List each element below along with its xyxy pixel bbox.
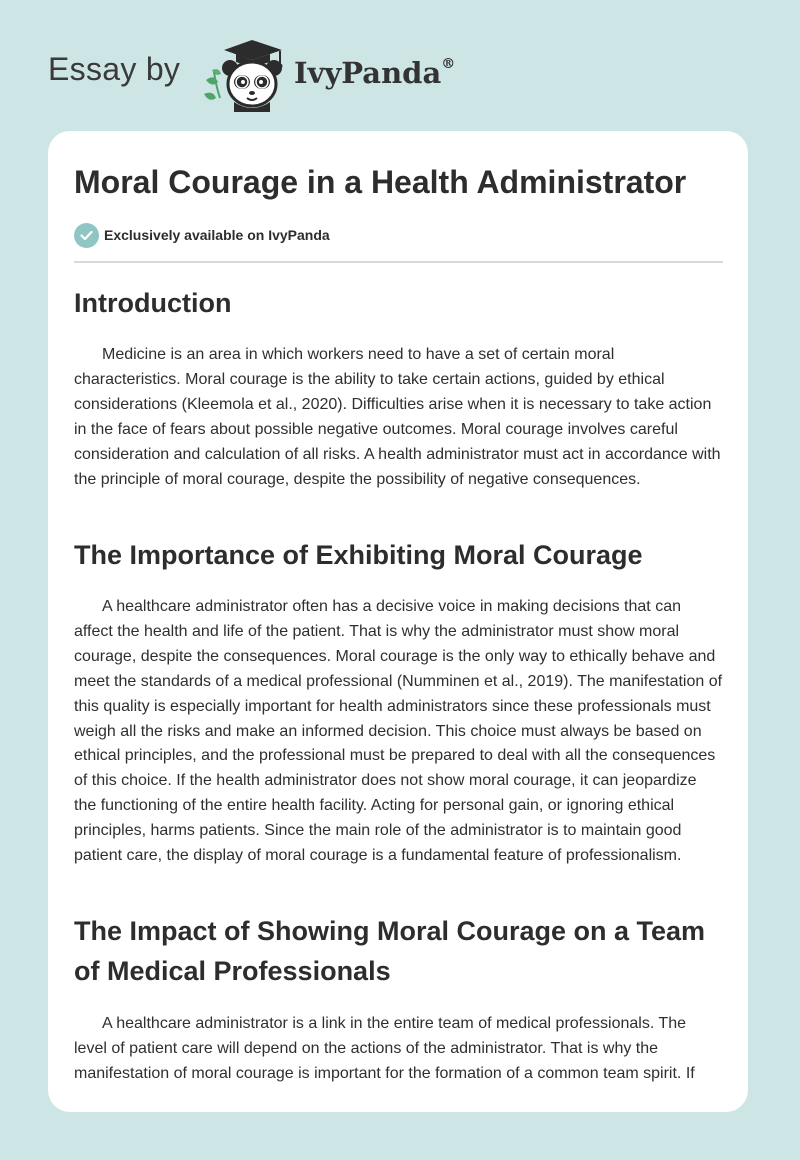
article-card: [48, 131, 748, 1112]
title-divider: [74, 261, 723, 263]
section-text-importance: A healthcare administrator often has a decisive voice in making decisions that can affect the health and life of the patient. That is why the administrator must show moral courage, despite the consequences. Moral courage is the only way to ethically behave and meet the standards of a medical professional (Numminen et al., 2019). The manifestation of this quality is especially important for health administrators since these professionals must weigh all the risks and make an informed decision. This choice must always be based on ethical principles, and the professional must be prepared to deal with all the consequences of this choice. If the health administrator does not show moral courage, it can jeopardize the functioning of the entire health facility. Acting for personal gain, or ignoring ethical principles, harms patients. Since the main role of the administrator is to maintain good patient care, the display of moral courage is a fundamental feature of professionalism.: [74, 598, 723, 865]
article-title: Moral Courage in a Health Administrator: [74, 164, 687, 200]
brand-text: IvyPanda: [294, 56, 442, 90]
ivy-leaf-icon: [204, 69, 221, 100]
exclusive-badge-text: Exclusively available on IvyPanda: [104, 227, 330, 243]
check-icon: [74, 223, 99, 248]
exclusive-badge: [74, 222, 330, 248]
section-text-introduction: Medicine is an area in which workers need to have a set of certain moral characteristics. Moral courage is the ability to take certain actions, guided by ethical considerations (Kleemola et al., 2020). Difficulties arise when it is necessary to take action in the face of fears about possible negative outcomes. Moral courage involves careful consideration and calculation of all risks. A health administrator must act in accordance with the principle of moral courage, despite the possibility of negative consequences.: [74, 346, 721, 488]
registered-mark: ®: [441, 56, 456, 73]
section-heading-importance: The Importance of Exhibiting Moral Courage: [74, 540, 643, 570]
section-heading-impact: The Impact of Showing Moral Courage on a Team of Medical Professionals: [74, 916, 706, 986]
site-header: [0, 0, 800, 128]
ivypanda-logo-icon[interactable]: [200, 36, 292, 112]
essay-by-label: Essay by: [48, 51, 181, 87]
brand-name[interactable]: [294, 56, 455, 90]
section-text-impact: A healthcare administrator is a link in the entire team of medical professionals. The level of patient care will depend on the actions of the administrator. That is why the manifestation of moral courage is important for the formation of a common team spirit. If: [74, 1015, 695, 1082]
section-heading-introduction: Introduction: [74, 288, 232, 318]
